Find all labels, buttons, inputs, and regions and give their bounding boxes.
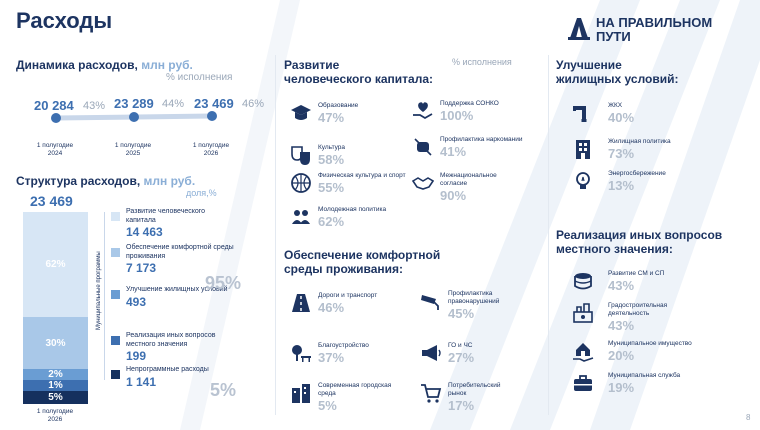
indicator-item: Современная городская среда 5% xyxy=(290,382,398,413)
pipe-icon xyxy=(572,102,594,124)
coins-icon xyxy=(572,270,594,292)
heart-hand-icon xyxy=(412,100,434,122)
dynamics-period-label: 1 полугодие 2024 xyxy=(36,142,74,157)
indicator-item: ЖКХ 40% xyxy=(572,102,634,125)
comfort-title: Обеспечение комфортной среды проживания: xyxy=(284,248,441,276)
stacked-bar-segment: 30% xyxy=(23,317,88,369)
indicator-item: Благоустройство 37% xyxy=(290,342,369,365)
dynamics-pct: 43% xyxy=(83,100,106,112)
indicator-item: Муниципальная служба 19% xyxy=(572,372,680,395)
briefcase-icon xyxy=(572,372,594,394)
indicator-item: Развитие СМ и СП 43% xyxy=(572,270,664,293)
stacked-bar-segment: 1% xyxy=(23,380,88,391)
basketball-icon xyxy=(290,172,312,194)
legend-swatch xyxy=(111,248,120,257)
structure-share-label: доля,% xyxy=(186,188,217,198)
theater-masks-icon xyxy=(290,144,312,166)
local-title: Реализация иных вопросов местного значения: xyxy=(556,228,723,256)
handshake-icon xyxy=(412,172,434,194)
indicator-item: Межнациональное согласие 90% xyxy=(412,172,510,203)
indicator-item: Потребительский рынок 17% xyxy=(420,382,518,413)
indicator-item: Профилактика правонарушений 45% xyxy=(420,290,528,321)
indicator-item: Дороги и транспорт 46% xyxy=(290,292,378,315)
structure-title-text: Структура расходов, xyxy=(16,174,141,188)
indicator-item: ГО и ЧС 27% xyxy=(420,342,474,365)
human-capital-pct-label: % исполнения xyxy=(452,57,512,67)
dynamics-value: 23 289 xyxy=(114,96,154,111)
structure-unit: млн руб. xyxy=(143,174,196,188)
stacked-bar-segment: 5% xyxy=(23,391,88,404)
structure-item: Непрограммные расходы 1 141 xyxy=(126,366,209,389)
legend-swatch xyxy=(111,370,120,379)
dynamics-period-label: 1 полугодие 2025 xyxy=(114,142,152,157)
people-icon xyxy=(290,206,312,228)
programs-share: 95% xyxy=(205,273,242,293)
dynamics-value: 23 469 xyxy=(194,96,234,111)
structure-item: Реализация иных вопросов местного значения 199 xyxy=(126,332,216,363)
legend-swatch xyxy=(111,212,120,221)
dynamics-pct-label: % исполнения xyxy=(166,72,233,83)
brand-line-1: НА ПРАВИЛЬНОМ xyxy=(596,15,713,30)
page-title: Расходы xyxy=(16,8,113,33)
dynamics-unit: млн руб. xyxy=(141,58,193,72)
dynamics-title-text: Динамика расходов, xyxy=(16,58,138,72)
structure-period-label: 1 полугодие 2026 xyxy=(36,408,74,423)
house-hand-icon xyxy=(572,340,594,362)
indicator-item: Муниципальное имущество 20% xyxy=(572,340,692,363)
stacked-bar-segment: 2% xyxy=(23,369,88,380)
indicator-item: Энергосбережение 13% xyxy=(572,170,666,193)
megaphone-icon xyxy=(420,342,442,364)
indicator-item: Поддержка СОНКО 100% xyxy=(412,100,499,123)
legend-swatch xyxy=(111,336,120,345)
programs-axis-label: Муниципальные программы xyxy=(96,251,102,330)
stacked-bar-segment: 62% xyxy=(23,212,88,317)
page-number: 8 xyxy=(746,413,751,422)
road-icon xyxy=(290,292,312,314)
human-capital-title: Развитие человеческого капитала: xyxy=(284,58,434,86)
structure-item: Улучшение жилищных условий 493 xyxy=(126,286,228,309)
no-drugs-fist-icon xyxy=(412,136,434,158)
apartment-building-icon xyxy=(572,138,594,160)
dynamics-pct: 46% xyxy=(242,98,265,110)
dynamics-value: 20 284 xyxy=(34,98,74,113)
dynamics-pct: 44% xyxy=(162,98,185,110)
shopping-cart-icon xyxy=(420,382,442,404)
graduation-cap-icon xyxy=(290,102,312,124)
park-icon xyxy=(290,342,312,364)
city-plan-icon xyxy=(572,302,594,324)
indicator-item: Культура 58% xyxy=(290,144,345,167)
structure-item: Развитие человеческого капитала 14 463 xyxy=(126,208,206,239)
structure-item: Обеспечение комфортной среды проживания 7 173 xyxy=(126,244,234,275)
indicator-item: Молодежная политика 62% xyxy=(290,206,388,229)
buildings-icon xyxy=(290,382,312,404)
dynamics-point xyxy=(51,113,61,123)
legend-swatch xyxy=(111,290,120,299)
dynamics-point xyxy=(129,112,139,122)
lightbulb-icon xyxy=(572,170,594,192)
dynamics-point xyxy=(207,111,217,121)
programs-bracket xyxy=(104,212,105,380)
indicator-item: Градостроительная деятельность 43% xyxy=(572,302,688,333)
structure-total: 23 469 xyxy=(30,193,73,209)
brand-line-2: ПУТИ xyxy=(596,29,631,44)
cctv-camera-icon xyxy=(420,290,442,312)
indicator-item: Физическая культура и спорт 55% xyxy=(290,172,406,195)
housing-title: Улучшение жилищных условий: xyxy=(556,58,679,86)
indicator-item: Профилактика наркомании 41% xyxy=(412,136,523,159)
indicator-item: Жилищная политика 73% xyxy=(572,138,671,161)
indicator-item: Образование 47% xyxy=(290,102,358,125)
non-program-share: 5% xyxy=(210,380,237,400)
dynamics-period-label: 1 полугодие 2026 xyxy=(192,142,230,157)
